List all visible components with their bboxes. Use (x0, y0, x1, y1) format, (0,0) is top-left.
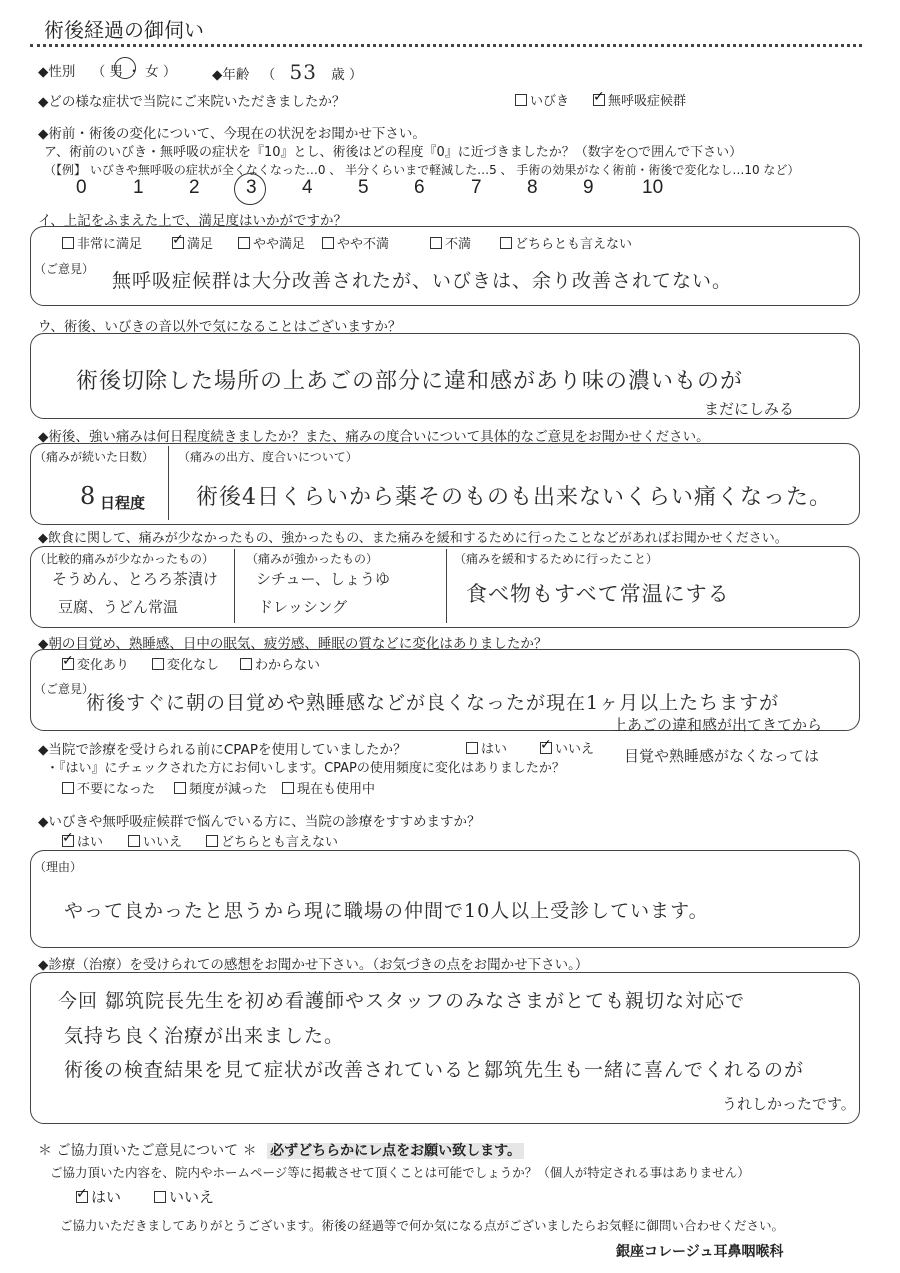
checkbox-checked[interactable] (62, 835, 74, 847)
consent-option-yes[interactable] (76, 1186, 121, 1207)
q5-option-unchanged[interactable] (152, 654, 219, 673)
sex-close: ） (162, 64, 177, 80)
q6-sub-question: ・『はい』にチェックされた方にお伺いします。CPAPの使用頻度に変化はありましたか？ (46, 761, 565, 776)
q5-comment-line1[interactable]: 術後すぐに朝の目覚めや熟睡感などが良くなったが現在1ヶ月以上たちますが (86, 692, 780, 714)
q1-option-snoring[interactable] (515, 90, 569, 109)
q2b-option-somewhat-dissatisfied[interactable] (322, 233, 389, 252)
q2b-option-somewhat-satisfied[interactable] (238, 233, 305, 252)
option-label: 変化あり (77, 658, 130, 673)
checkbox[interactable] (466, 742, 478, 754)
q2b-option-satisfied[interactable] (172, 233, 213, 252)
scale-number-9[interactable]: 9 (583, 177, 594, 198)
q4-question: ◆飲食に関して、痛みが少なかったもの、強かったもの、また痛みを緩和するために行ったことなどがあればお聞かせください。 (38, 531, 788, 546)
q1-question: ◆どの様な症状で当院にご来院いただきましたか？ (38, 94, 346, 110)
q5-question: ◆朝の目覚め、熟睡感、日中の眠気、疲労感、睡眠の質などに変化はありましたか？ (38, 636, 548, 652)
checkbox[interactable] (206, 835, 218, 847)
q5-option-changed[interactable] (62, 654, 129, 673)
option-label: 不要になった (77, 782, 156, 797)
q7-reason-label: （理由） (34, 860, 83, 874)
scale-number-10[interactable]: 10 (642, 177, 664, 198)
age-value[interactable]: 53 (289, 60, 317, 84)
option-label: やや満足 (253, 237, 306, 252)
checkbox[interactable] (240, 658, 252, 670)
q4-col1-line2[interactable]: 豆腐、うどん常温 (58, 598, 179, 616)
age-label: ◆年齢 (212, 67, 250, 83)
q4-col1-label: （比較的痛みが少なかったもの） (34, 552, 215, 566)
option-label: はい (91, 1188, 122, 1206)
q3-detail-handwritten[interactable]: 術後4日くらいから薬そのものも出来ないくらい痛くなった。 (196, 485, 832, 510)
q8-line4[interactable]: うれしかったです。 (722, 1095, 856, 1113)
sex-field (38, 60, 176, 80)
consent-emphasis: 必ずどちらかにレ点をお願い致します。 (267, 1143, 524, 1159)
option-label: わからない (255, 658, 321, 673)
q4-col2-line2[interactable]: ドレッシング (258, 598, 348, 616)
q8-line1[interactable]: 今回 鄒筑院長先生を初め看護師やスタッフのみなさまがとても親切な対応で (58, 990, 746, 1012)
scale-number-7[interactable]: 7 (471, 177, 482, 198)
checkbox-checked[interactable] (540, 742, 552, 754)
checkbox[interactable] (174, 782, 186, 794)
q5-comment-line2[interactable]: 上あごの違和感が出てきてから (612, 716, 823, 734)
title-underline (30, 44, 862, 47)
consent-option-no[interactable] (154, 1186, 214, 1207)
q4-col2-label: （痛みが強かったもの） (246, 552, 379, 566)
checkbox[interactable] (322, 237, 334, 249)
option-label: はい (481, 742, 508, 757)
q2c-answer-line1[interactable]: 術後切除した場所の上あごの部分に違和感があり味の濃いものが (76, 369, 744, 394)
sex-male-circle (114, 57, 136, 79)
checkbox[interactable] (152, 658, 164, 670)
q2b-question: イ、上記をふまえた上で、満足度はいかがですか？ (38, 213, 348, 229)
q4-divider-2 (446, 549, 447, 623)
scale-number-3[interactable]: 3 (246, 177, 257, 198)
consent-heading (38, 1140, 524, 1160)
q6-sub-option-reduced[interactable] (174, 778, 267, 797)
q7-reason-handwritten[interactable]: やって良かったと思うから現に職場の仲間で10人以上受診しています。 (64, 900, 709, 922)
option-label: 非常に満足 (77, 237, 143, 252)
q6-sub-option-unneeded[interactable] (62, 778, 155, 797)
q5-option-unknown[interactable] (240, 654, 320, 673)
checkbox[interactable] (282, 782, 294, 794)
age-close: ） (349, 67, 363, 83)
q4-col3-line1[interactable]: 食べ物もすべて常温にする (466, 582, 730, 606)
q4-col1-line1[interactable]: そうめん、とろろ茶漬け (52, 570, 218, 588)
checkbox-checked[interactable] (593, 94, 605, 106)
checkbox[interactable] (62, 237, 74, 249)
option-label: どちらとも言えない (221, 835, 339, 850)
q2b-option-neutral[interactable] (500, 233, 632, 252)
checkbox[interactable] (154, 1191, 166, 1203)
scale-number-4[interactable]: 4 (302, 177, 313, 198)
q2c-answer-line2[interactable]: まだにしみる (704, 400, 795, 418)
q2b-option-dissatisfied[interactable] (430, 233, 471, 252)
q4-col2-line1[interactable]: シチュー、しょうゆ (256, 570, 390, 588)
q2c-question: ウ、術後、いびきの音以外で気になることはございますか？ (38, 319, 402, 335)
q3-days-value[interactable]: 8 (80, 482, 97, 510)
checkbox[interactable] (238, 237, 250, 249)
checkbox[interactable] (430, 237, 442, 249)
q7-option-neutral[interactable] (206, 831, 338, 850)
q2-example: （【例】 いびきや無呼吸の症状が全くなくなった…0 、 半分くらいまで軽減した…5 、 手術の効果がなく術前・術後で変化なし…10 など） (44, 163, 800, 177)
q2-sub-a: ア、術前のいびき・無呼吸の症状を『10』とし、術後はどの程度『0』に近づきましたか？（数字を○で囲んで下さい） (44, 145, 743, 160)
scale-number-0[interactable]: 0 (76, 177, 87, 198)
checkbox-checked[interactable] (172, 237, 184, 249)
q4-divider-1 (234, 549, 235, 623)
q1-option-apnea[interactable] (593, 90, 686, 109)
q6-option-no[interactable] (540, 738, 594, 757)
option-label: 変化なし (167, 658, 220, 673)
option-label: 現在も使用中 (297, 782, 376, 797)
q8-line2[interactable]: 気持ち良く治療が出来ました。 (64, 1025, 345, 1047)
option-label: いいえ (143, 835, 183, 850)
consent-question: ご協力頂いた内容を、院内やホームページ等に掲載させて頂くことは可能でしょうか？（個人が特定される事はありません） (50, 1165, 750, 1180)
checkbox[interactable] (515, 94, 527, 106)
checkbox[interactable] (500, 237, 512, 249)
checkbox[interactable] (128, 835, 140, 847)
q7-option-yes[interactable] (62, 831, 103, 850)
sex-dot: ・ (127, 64, 141, 80)
age-unit: 歳 (331, 67, 345, 83)
consent-thanks: ご協力いただきましてありがとうございます。術後の経過等で何か気になる点がございましたらお気軽に御問い合わせください。 (60, 1218, 785, 1233)
age-open: （ (261, 67, 276, 83)
scale-number-1[interactable]: 1 (133, 177, 144, 198)
option-label: やや不満 (337, 237, 390, 252)
clinic-name: 銀座コレージュ耳鼻咽喉科 (616, 1244, 784, 1260)
option-label: 頻度が減った (189, 782, 268, 797)
q6-sub-option-still-using[interactable] (282, 778, 375, 797)
q5-comment-label: （ご意見） (34, 682, 95, 696)
scale-number-6[interactable]: 6 (414, 177, 425, 198)
option-label: いいえ (169, 1188, 215, 1206)
sex-label: ◆性別 (38, 64, 76, 80)
consent-heading-text: ＊ ご協力頂いたご意見について ＊ (38, 1143, 257, 1159)
page-title: 術後経過の御伺い (44, 18, 204, 42)
option-label: はい (77, 835, 104, 850)
option-label: いびき (530, 94, 570, 109)
checkbox-checked[interactable] (76, 1191, 88, 1203)
q7-option-no[interactable] (128, 831, 182, 850)
q8-question: ◆診療（治療）を受けられての感想をお聞かせ下さい。（お気づきの点をお聞かせ下さい。） (38, 957, 589, 973)
option-label: 満足 (187, 237, 214, 252)
q2b-option-very-satisfied[interactable] (62, 233, 142, 252)
q3-days-label: （痛みが続いた日数） (34, 450, 155, 464)
q3-days-unit: 日程度 (100, 494, 146, 512)
option-label: どちらとも言えない (515, 237, 633, 252)
q2-question: ◆術前・術後の変化について、今現在の状況をお聞かせ下さい。 (38, 126, 426, 142)
q4-col3-label: （痛みを緩和するために行ったこと） (454, 552, 659, 566)
q6-question: ◆当院で診療を受けられる前にCPAPを使用していましたか？ (38, 742, 407, 758)
age-field (212, 60, 363, 84)
q5-comment-line3[interactable]: 目覚や熟睡感がなくなっては (624, 747, 820, 765)
sex-open: （ (91, 64, 106, 80)
q7-question: ◆いびきや無呼吸症候群で悩んでいる方に、当院の診療をすすめますか？ (38, 814, 481, 830)
q8-line3[interactable]: 術後の検査結果を見て症状が改善されていると鄒筑先生も一緒に喜んでくれるのが (64, 1059, 805, 1081)
q6-option-yes[interactable] (466, 738, 507, 757)
q3-divider (168, 446, 169, 520)
option-label: いいえ (555, 742, 595, 757)
q3-question: ◆術後、強い痛みは何日程度続きましたか？また、痛みの度合いについて具体的なご意見をお聞かせください。 (38, 429, 710, 445)
scale-number-2[interactable]: 2 (189, 177, 200, 198)
q2b-comment-handwritten[interactable]: 無呼吸症候群は大分改善されたが、いびきは、余り改善されてない。 (112, 270, 733, 292)
scale-selection-circle (234, 173, 266, 205)
scale-number-5[interactable]: 5 (358, 177, 369, 198)
checkbox[interactable] (62, 782, 74, 794)
checkbox-checked[interactable] (62, 658, 74, 670)
option-label: 不満 (445, 237, 472, 252)
q2b-comment-label: （ご意見） (34, 262, 95, 276)
scale-number-8[interactable]: 8 (527, 177, 538, 198)
q3-detail-label: （痛みの出方、度合いについて） (178, 450, 358, 464)
option-label: 無呼吸症候群 (608, 94, 687, 109)
sex-female[interactable]: 女 (145, 64, 159, 80)
sex-male[interactable]: 男 (109, 64, 123, 80)
